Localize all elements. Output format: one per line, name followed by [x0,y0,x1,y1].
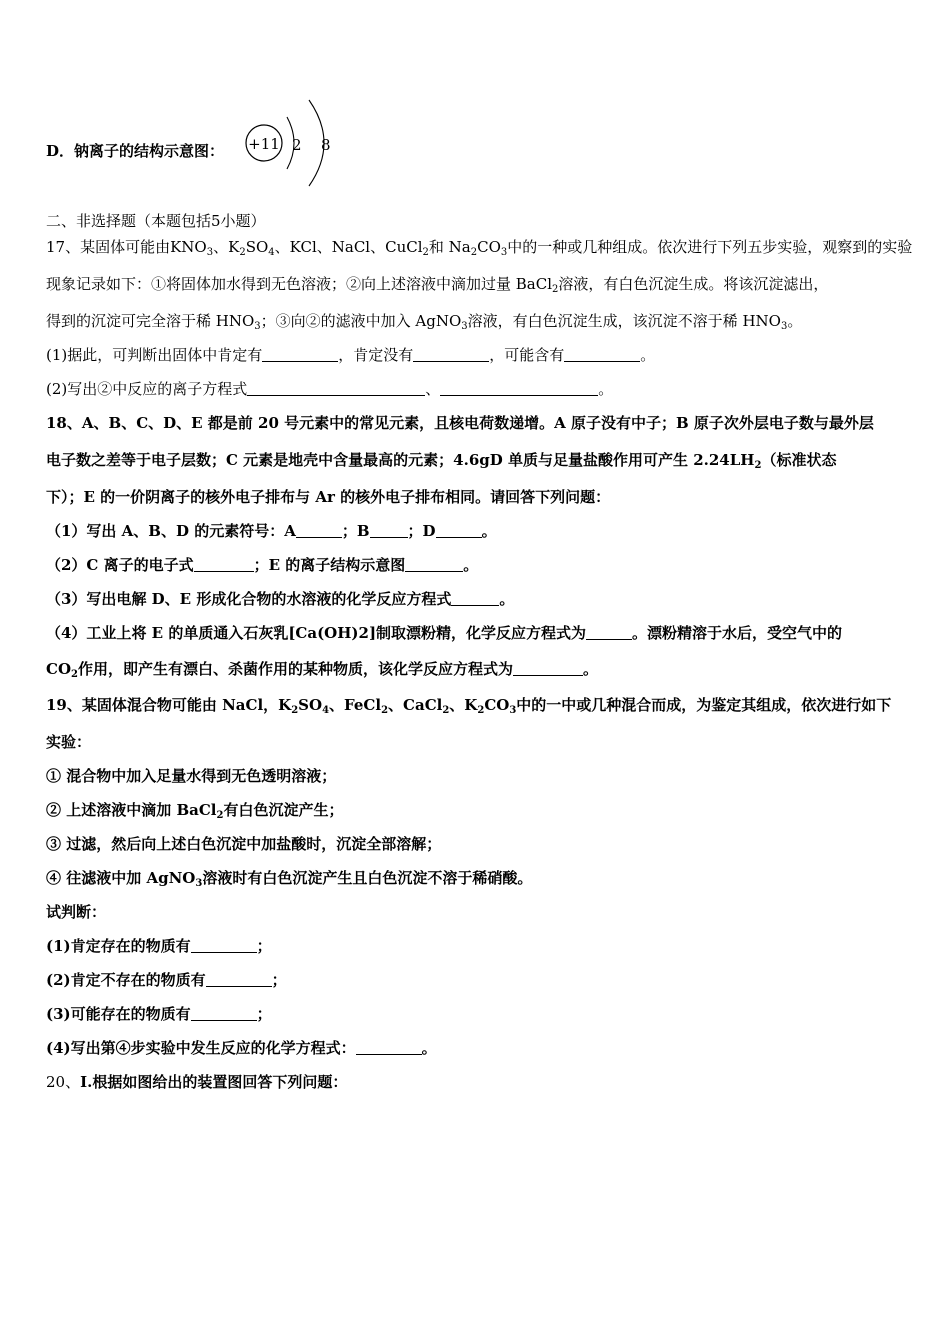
answer-blank[interactable] [513,660,583,676]
q19-answer-4: (4)写出第④步实验中发生反应的化学方程式： 。 [46,1039,437,1057]
q19-answer-2: (2)肯定不存在的物质有 ； [46,971,287,989]
q18-line-2: 电子数之差等于电子层数；C 元素是地壳中含量最高的元素；4.6gD 单质与足量盐酸作用可产生 $2.24LH_2$（标准状态 [46,451,837,471]
q18-part-4: （4）工业上将 E 的单质通入石灰乳[Ca(OH)2]制取漂粉精，化学反应方程式为 。漂粉精溶于水后，受空气中的 [46,624,843,642]
q19-step-3: ③ 过滤，然后向上述白色沉淀中加盐酸时，沉淀全部溶解； [46,835,442,853]
answer-blank[interactable] [586,624,632,640]
q18-part-2: （2）C 离子的电子式 ；E 的离子结构示意图 。 [46,556,479,574]
q19-answer-3: (3)可能存在的物质有 ； [46,1005,272,1023]
q19-step-2: ② 上述溶液中滴加 BaCl$_2$有白色沉淀产生； [46,801,344,821]
answer-blank[interactable] [191,1005,257,1021]
answer-blank[interactable] [440,380,598,396]
answer-blank[interactable] [262,346,338,362]
q18-line-1: 18、A、B、C、D、E 都是前 20 号元素中的常见元素，且核电荷数递增。A 原子没有中子；B 原子次外层电子数与最外层 [46,414,874,432]
answer-blank[interactable] [436,522,482,538]
q19-judge-label: 试判断： [46,903,107,921]
q18-line-3: 下）；E 的一价阴离子的核外电子排布与 Ar 的核外电子排布相同。请回答下列问题： [46,488,611,506]
answer-blank[interactable] [451,590,499,606]
nucleus-charge: +11 [248,135,280,153]
answer-blank[interactable] [194,556,254,572]
answer-blank[interactable] [206,971,272,987]
answer-blank[interactable] [370,522,408,538]
q17-part-1: (1)据此，可判断出固体中肯定有 ，肯定没有 ，可能含有 。 [46,346,656,364]
q16-option-d [46,142,224,160]
q20-line-1: 20、I.根据如图给出的装置图回答下列问题： [46,1073,348,1091]
answer-blank[interactable] [405,556,463,572]
q17-line-1: 17、某固体可能由$KNO_3$、$K_2SO_4$、KCl、NaCl、CuCl$_2$和 $Na_2CO_3$中的一种或几种组成。依次进行下列五步实验，观察到的实验 [46,238,913,258]
q19-step-1: ① 混合物中加入足量水得到无色透明溶液； [46,767,337,785]
answer-blank[interactable] [191,937,257,953]
q19-answer-1: (1)肯定存在的物质有 ； [46,937,272,955]
q17-line-3: 得到的沉淀可完全溶于稀 $HNO_3$；③向②的滤液中加入 AgNO$_3$溶液，有白色沉淀生成，该沉淀不溶于稀 $HNO_3$。 [46,312,803,332]
q19-line-1: 19、某固体混合物可能由 NaCl，$K_2SO_4$、FeCl$_2$、CaCl$_2$、$K_2CO_3$中的一中或几种混合而成，为鉴定其组成，依次进行如下 [46,696,892,716]
sodium-ion-structure-diagram [243,96,343,190]
q16-option-d-text: D．钠离子的结构示意图： [46,142,225,160]
shell-2-electrons: 8 [321,136,331,154]
answer-blank[interactable] [247,380,425,396]
q17-part-2: (2)写出②中反应的离子方程式 、 。 [46,380,614,398]
answer-blank[interactable] [564,346,640,362]
q17-line-2: 现象记录如下：①将固体加水得到无色溶液；②向上述溶液中滴加过量 BaCl$_2$溶液，有白色沉淀生成。将该沉淀滤出， [46,275,829,295]
q18-part-1: （1）写出 A、B、D 的元素符号：A ；B ；D 。 [46,522,497,540]
section-2-title: 二、非选择题（本题包括5小题） [46,212,266,230]
answer-blank[interactable] [356,1039,422,1055]
q18-part-3: （3）写出电解 D、E 形成化合物的水溶液的化学反应方程式 。 [46,590,515,608]
q19-step-4: ④ 往滤液中加 AgNO$_3$溶液时有白色沉淀产生且白色沉淀不溶于稀硝酸。 [46,869,533,889]
q19-line-2: 实验： [46,733,92,751]
shell-1-electrons: 2 [292,136,302,154]
answer-blank[interactable] [413,346,489,362]
q18-part-4-cont: $CO_2$作用，即产生有漂白、杀菌作用的某种物质，该化学反应方程式为 。 [46,660,599,680]
answer-blank[interactable] [296,522,342,538]
